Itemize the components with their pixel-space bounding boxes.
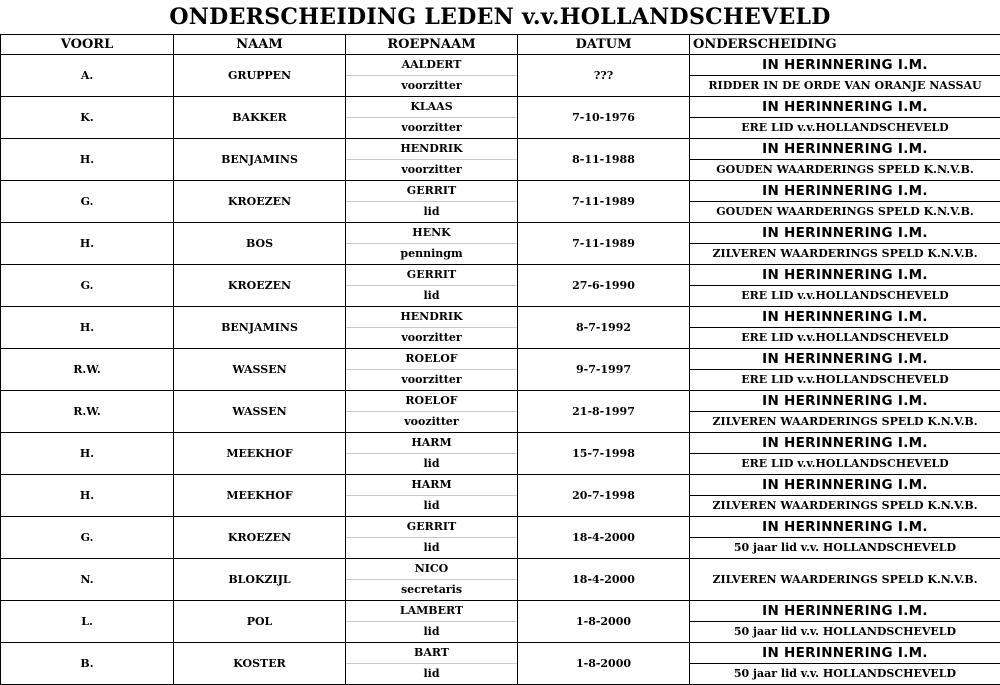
roepnaam-value: BART bbox=[346, 643, 517, 664]
cell-roepnaam bbox=[346, 517, 518, 559]
functie-value: lid bbox=[346, 286, 517, 306]
onderscheiding-value: ZILVEREN WAARDERINGS SPELD K.N.V.B. bbox=[690, 412, 1000, 432]
cell-naam: MEEKHOF bbox=[174, 433, 346, 475]
memoriam-text: IN HERINNERING I.M. bbox=[690, 97, 1000, 118]
cell-voorl: G. bbox=[1, 517, 174, 559]
cell-naam: WASSEN bbox=[174, 391, 346, 433]
onderscheiding-value: ERE LID v.v.HOLLANDSCHEVELD bbox=[690, 118, 1000, 138]
functie-value: lid bbox=[346, 454, 517, 474]
functie-value: voorzitter bbox=[346, 328, 517, 348]
roepnaam-value: GERRIT bbox=[346, 517, 517, 538]
cell-roepnaam bbox=[346, 475, 518, 517]
onderscheiding-table bbox=[0, 34, 1000, 685]
cell-voorl: H. bbox=[1, 433, 174, 475]
table-row bbox=[1, 517, 1000, 559]
memoriam-text: IN HERINNERING I.M. bbox=[690, 181, 1000, 202]
cell-onderscheiding bbox=[690, 139, 1000, 181]
roepnaam-value: ROELOF bbox=[346, 349, 517, 370]
roepnaam-value: HENK bbox=[346, 223, 517, 244]
cell-roepnaam bbox=[346, 223, 518, 265]
cell-roepnaam bbox=[346, 97, 518, 139]
onderscheiding-value: 50 jaar lid v.v. HOLLANDSCHEVELD bbox=[690, 538, 1000, 558]
functie-value: voozitter bbox=[346, 412, 517, 432]
cell-datum: 7-10-1976 bbox=[518, 97, 690, 139]
roepnaam-value: HARM bbox=[346, 433, 517, 454]
cell-datum: 7-11-1989 bbox=[518, 223, 690, 265]
table-row bbox=[1, 181, 1000, 223]
cell-naam: KROEZEN bbox=[174, 265, 346, 307]
header-voorl: VOORL bbox=[1, 35, 174, 55]
memoriam-text: IN HERINNERING I.M. bbox=[690, 643, 1000, 664]
header-datum: DATUM bbox=[518, 35, 690, 55]
cell-datum: 20-7-1998 bbox=[518, 475, 690, 517]
cell-datum: 27-6-1990 bbox=[518, 265, 690, 307]
roepnaam-value: KLAAS bbox=[346, 97, 517, 118]
memoriam-text: IN HERINNERING I.M. bbox=[690, 307, 1000, 328]
memoriam-text: IN HERINNERING I.M. bbox=[690, 475, 1000, 496]
cell-datum: 21-8-1997 bbox=[518, 391, 690, 433]
onderscheiding-value: ZILVEREN WAARDERINGS SPELD K.N.V.B. bbox=[690, 559, 1000, 600]
table-row bbox=[1, 475, 1000, 517]
roepnaam-value: NICO bbox=[346, 559, 517, 580]
table-body bbox=[1, 55, 1000, 685]
header-roepnaam: ROEPNAAM bbox=[346, 35, 518, 55]
onderscheiding-value: ERE LID v.v.HOLLANDSCHEVELD bbox=[690, 328, 1000, 348]
cell-voorl: B. bbox=[1, 643, 174, 685]
cell-naam: POL bbox=[174, 601, 346, 643]
functie-value: penningm bbox=[346, 244, 517, 264]
table-row bbox=[1, 643, 1000, 685]
functie-value: voorzitter bbox=[346, 118, 517, 138]
onderscheiding-value: RIDDER IN DE ORDE VAN ORANJE NASSAU bbox=[690, 76, 1000, 96]
roepnaam-value: GERRIT bbox=[346, 265, 517, 286]
cell-onderscheiding bbox=[690, 643, 1000, 685]
functie-value: voorzitter bbox=[346, 370, 517, 390]
roepnaam-value: HENDRIK bbox=[346, 139, 517, 160]
onderscheiding-value: 50 jaar lid v.v. HOLLANDSCHEVELD bbox=[690, 622, 1000, 642]
cell-datum: 8-7-1992 bbox=[518, 307, 690, 349]
memoriam-text: IN HERINNERING I.M. bbox=[690, 391, 1000, 412]
table-row bbox=[1, 307, 1000, 349]
roepnaam-value: HENDRIK bbox=[346, 307, 517, 328]
onderscheiding-value: ERE LID v.v.HOLLANDSCHEVELD bbox=[690, 370, 1000, 390]
table-row bbox=[1, 97, 1000, 139]
cell-naam: BLOKZIJL bbox=[174, 559, 346, 601]
cell-naam: BAKKER bbox=[174, 97, 346, 139]
memoriam-text: IN HERINNERING I.M. bbox=[690, 433, 1000, 454]
cell-naam: WASSEN bbox=[174, 349, 346, 391]
onderscheiding-value: ZILVEREN WAARDERINGS SPELD K.N.V.B. bbox=[690, 496, 1000, 516]
header-onderscheiding: ONDERSCHEIDING bbox=[690, 35, 1000, 55]
onderscheiding-value: ERE LID v.v.HOLLANDSCHEVELD bbox=[690, 286, 1000, 306]
cell-onderscheiding bbox=[690, 97, 1000, 139]
functie-value: lid bbox=[346, 664, 517, 684]
cell-voorl: G. bbox=[1, 181, 174, 223]
table-row bbox=[1, 55, 1000, 97]
cell-voorl: G. bbox=[1, 265, 174, 307]
cell-roepnaam bbox=[346, 643, 518, 685]
header-naam: NAAM bbox=[174, 35, 346, 55]
functie-value: secretaris bbox=[346, 580, 517, 600]
memoriam-text: IN HERINNERING I.M. bbox=[690, 265, 1000, 286]
functie-value: lid bbox=[346, 622, 517, 642]
roepnaam-value: LAMBERT bbox=[346, 601, 517, 622]
cell-roepnaam bbox=[346, 307, 518, 349]
memoriam-text: IN HERINNERING I.M. bbox=[690, 139, 1000, 160]
functie-value: lid bbox=[346, 538, 517, 558]
cell-datum: 15-7-1998 bbox=[518, 433, 690, 475]
cell-onderscheiding bbox=[690, 601, 1000, 643]
cell-onderscheiding bbox=[690, 349, 1000, 391]
functie-value: voorzitter bbox=[346, 76, 517, 96]
onderscheiding-value: GOUDEN WAARDERINGS SPELD K.N.V.B. bbox=[690, 160, 1000, 180]
cell-voorl: R.W. bbox=[1, 391, 174, 433]
cell-naam: BOS bbox=[174, 223, 346, 265]
table-row bbox=[1, 223, 1000, 265]
cell-roepnaam bbox=[346, 55, 518, 97]
cell-voorl: R.W. bbox=[1, 349, 174, 391]
cell-naam: KOSTER bbox=[174, 643, 346, 685]
cell-datum: 9-7-1997 bbox=[518, 349, 690, 391]
table-row bbox=[1, 391, 1000, 433]
cell-voorl: H. bbox=[1, 223, 174, 265]
table-row bbox=[1, 139, 1000, 181]
onderscheiding-value: ERE LID v.v.HOLLANDSCHEVELD bbox=[690, 454, 1000, 474]
cell-voorl: K. bbox=[1, 97, 174, 139]
memoriam-text: IN HERINNERING I.M. bbox=[690, 517, 1000, 538]
cell-voorl: N. bbox=[1, 559, 174, 601]
cell-onderscheiding bbox=[690, 223, 1000, 265]
cell-roepnaam bbox=[346, 601, 518, 643]
cell-datum: 8-11-1988 bbox=[518, 139, 690, 181]
cell-naam: BENJAMINS bbox=[174, 139, 346, 181]
cell-datum: 7-11-1989 bbox=[518, 181, 690, 223]
roepnaam-value: GERRIT bbox=[346, 181, 517, 202]
memoriam-text: IN HERINNERING I.M. bbox=[690, 55, 1000, 76]
onderscheiding-value: ZILVEREN WAARDERINGS SPELD K.N.V.B. bbox=[690, 244, 1000, 264]
roepnaam-value: ROELOF bbox=[346, 391, 517, 412]
memoriam-text: IN HERINNERING I.M. bbox=[690, 349, 1000, 370]
cell-roepnaam bbox=[346, 559, 518, 601]
roepnaam-value: HARM bbox=[346, 475, 517, 496]
cell-roepnaam bbox=[346, 349, 518, 391]
cell-onderscheiding bbox=[690, 433, 1000, 475]
roepnaam-value: AALDERT bbox=[346, 55, 517, 76]
cell-onderscheiding bbox=[690, 517, 1000, 559]
cell-roepnaam bbox=[346, 139, 518, 181]
cell-naam: KROEZEN bbox=[174, 517, 346, 559]
cell-datum: 18-4-2000 bbox=[518, 559, 690, 601]
cell-naam: MEEKHOF bbox=[174, 475, 346, 517]
cell-datum: 1-8-2000 bbox=[518, 643, 690, 685]
cell-onderscheiding bbox=[690, 265, 1000, 307]
table-row bbox=[1, 433, 1000, 475]
cell-datum: 1-8-2000 bbox=[518, 601, 690, 643]
cell-roepnaam bbox=[346, 265, 518, 307]
onderscheiding-value: 50 jaar lid v.v. HOLLANDSCHEVELD bbox=[690, 664, 1000, 684]
table-header-row bbox=[1, 35, 1000, 55]
cell-onderscheiding bbox=[690, 559, 1000, 601]
table-row bbox=[1, 601, 1000, 643]
memoriam-text: IN HERINNERING I.M. bbox=[690, 601, 1000, 622]
onderscheiding-value: GOUDEN WAARDERINGS SPELD K.N.V.B. bbox=[690, 202, 1000, 222]
cell-voorl: H. bbox=[1, 307, 174, 349]
cell-voorl: A. bbox=[1, 55, 174, 97]
cell-naam: BENJAMINS bbox=[174, 307, 346, 349]
cell-roepnaam bbox=[346, 181, 518, 223]
cell-datum: ??? bbox=[518, 55, 690, 97]
cell-voorl: H. bbox=[1, 139, 174, 181]
cell-roepnaam bbox=[346, 391, 518, 433]
cell-naam: KROEZEN bbox=[174, 181, 346, 223]
page-title: ONDERSCHEIDING LEDEN v.v.HOLLANDSCHEVELD bbox=[0, 0, 1000, 34]
functie-value: lid bbox=[346, 202, 517, 222]
table-row bbox=[1, 265, 1000, 307]
memoriam-text: IN HERINNERING I.M. bbox=[690, 223, 1000, 244]
cell-roepnaam bbox=[346, 433, 518, 475]
cell-voorl: H. bbox=[1, 475, 174, 517]
cell-onderscheiding bbox=[690, 475, 1000, 517]
functie-value: lid bbox=[346, 496, 517, 516]
table-row bbox=[1, 559, 1000, 601]
cell-onderscheiding bbox=[690, 307, 1000, 349]
cell-onderscheiding bbox=[690, 391, 1000, 433]
cell-naam: GRUPPEN bbox=[174, 55, 346, 97]
cell-datum: 18-4-2000 bbox=[518, 517, 690, 559]
cell-voorl: L. bbox=[1, 601, 174, 643]
cell-onderscheiding bbox=[690, 55, 1000, 97]
cell-onderscheiding bbox=[690, 181, 1000, 223]
table-row bbox=[1, 349, 1000, 391]
functie-value: voorzitter bbox=[346, 160, 517, 180]
